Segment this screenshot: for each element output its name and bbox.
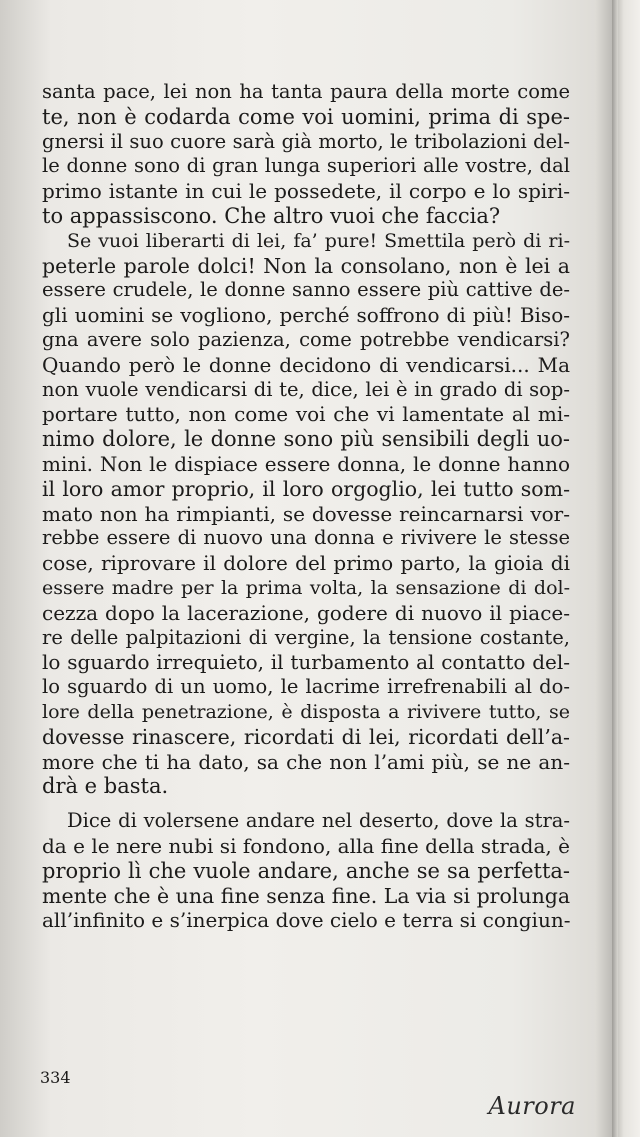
text-line: lo sguardo di un uomo, le lacrime irrefrenabili al do- xyxy=(42,675,570,699)
body-text xyxy=(42,80,570,933)
text-line: il loro amor proprio, il loro orgoglio, lei tutto som- xyxy=(42,476,570,501)
text-line: primo istante in cui le possedete, il corpo e lo spiri- xyxy=(42,179,570,204)
text-line: peterle parole dolci! Non la consolano, non è lei a xyxy=(42,253,570,278)
text-line: cezza dopo la lacerazione, godere di nuovo il piace- xyxy=(42,600,570,625)
text-line: lore della penetrazione, è disposta a rivivere tutto, se xyxy=(42,700,570,723)
text-line: mente che è una fine senza fine. La via si prolunga xyxy=(42,883,571,908)
text-line: to appassiscono. Che altro vuoi che faccia? xyxy=(42,203,501,228)
text-line: Quando però le donne decidono di vendicarsi... Ma xyxy=(42,352,570,377)
text-line: re delle palpitazioni di vergine, la tensione costante, xyxy=(42,625,570,649)
text-line: drà e basta. xyxy=(42,774,169,799)
text-line: all’infinito e s’inerpica dove cielo e terra si congiun- xyxy=(42,908,571,933)
text-line: da e le nere nubi si fondono, alla fine della strada, è xyxy=(42,833,570,858)
page-number: 334 xyxy=(40,1068,71,1087)
text-line: more che ti ha dato, sa che non l’ami più, se ne an- xyxy=(42,749,570,774)
text-line: dovesse rinascere, ricordati di lei, ricordati dell’a- xyxy=(42,724,570,749)
text-line: Se vuoi liberarti di lei, fa’ pure! Smettila però di ri- xyxy=(67,229,570,252)
text-line: santa pace, lei non ha tanta paura della morte come xyxy=(42,80,570,103)
text-line: essere crudele, le donne sanno essere più cattive de- xyxy=(42,278,570,302)
text-line: essere madre per la prima volta, la sensazione di dol- xyxy=(42,576,570,599)
watermark: Aurora xyxy=(488,1092,576,1120)
text-line: mato non ha rimpianti, se dovesse reincarnarsi vor- xyxy=(42,501,570,526)
text-line: mini. Non le dispiace essere donna, le donne hanno xyxy=(42,451,570,476)
text-line: gnersi il suo cuore sarà già morto, le tribolazioni del- xyxy=(42,129,570,153)
text-line: proprio lì che vuole andare, anche se sa perfetta- xyxy=(42,858,570,883)
text-line: lo sguardo irrequieto, il turbamento al contatto del- xyxy=(42,650,570,675)
text-line: gli uomini se vogliono, perché soffrono di più! Biso- xyxy=(42,303,570,328)
text-line: portare tutto, non come voi che vi lamentate al mi- xyxy=(42,402,570,427)
text-line: cose, riprovare il dolore del primo parto, la gioia di xyxy=(42,551,570,576)
text-line: te, non è codarda come voi uomini, prima di spe- xyxy=(42,104,570,129)
page-edge xyxy=(612,0,618,1137)
text-line: Dice di volersene andare nel deserto, dove la stra- xyxy=(67,809,570,833)
text-line: non vuole vendicarsi di te, dice, lei è in grado di sop- xyxy=(42,377,570,401)
text-line: rebbe essere di nuovo una donna e rivivere le stesse xyxy=(42,526,570,550)
text-line: nimo dolore, le donne sono più sensibili degli uo- xyxy=(42,427,570,452)
text-line: gna avere solo pazienza, come potrebbe vendicarsi? xyxy=(42,327,570,351)
text-line: le donne sono di gran lunga superiori alle vostre, dal xyxy=(42,154,570,178)
